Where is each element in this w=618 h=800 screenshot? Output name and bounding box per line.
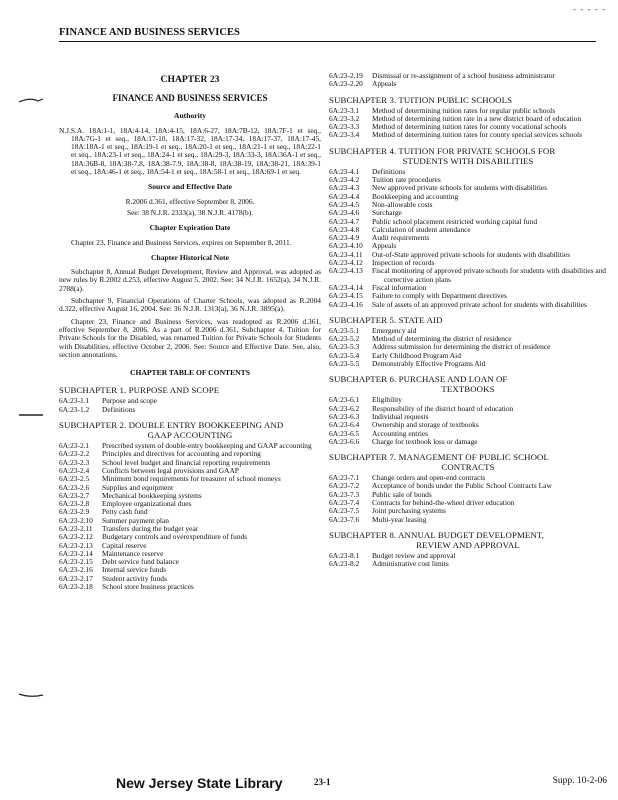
supplement-date: Supp. 10-2-06 bbox=[552, 776, 607, 786]
section-title: Emergency aid bbox=[372, 325, 417, 335]
section-title: Dismissal or re-assignment of a school business administrator bbox=[372, 71, 555, 80]
section-number: 6A:23-4.5 bbox=[329, 199, 360, 209]
section-title: Mechanical bookkeeping systems bbox=[102, 490, 202, 500]
toc-entry bbox=[329, 251, 607, 259]
toc-list bbox=[329, 168, 607, 309]
section-title: Acceptance of bonds under the Public School Contracts Law bbox=[372, 481, 552, 491]
section-title: Internal service funds bbox=[102, 565, 167, 575]
subchapter-heading-cont: REVIEW AND APPROVAL bbox=[416, 539, 520, 550]
toc-entry bbox=[59, 558, 321, 566]
section-number: 6A:23-6.3 bbox=[329, 411, 360, 421]
toc-entry bbox=[59, 500, 321, 508]
section-title: New approved private schools for students with disabilities bbox=[372, 183, 548, 193]
toc-entry bbox=[329, 343, 607, 351]
toc-entry bbox=[329, 226, 607, 234]
section-title: School store business practices bbox=[102, 582, 194, 592]
toc-list bbox=[329, 107, 607, 140]
history-heading: Chapter Historical Note bbox=[151, 252, 229, 262]
authority-heading: Authority bbox=[173, 111, 207, 121]
section-number: 6A:23-7.1 bbox=[329, 473, 360, 483]
toc-list bbox=[59, 397, 321, 414]
section-title: Contracts for behind-the-wheel driver education bbox=[372, 497, 515, 507]
section-number: 6A:23-2.5 bbox=[59, 474, 90, 484]
section-number: 6A:23-6.5 bbox=[329, 428, 360, 438]
page-footer bbox=[59, 775, 607, 791]
subchapter-heading: SUBCHAPTER 5. STATE AID bbox=[329, 314, 443, 325]
toc-entry bbox=[59, 397, 321, 405]
toc-entry bbox=[59, 475, 321, 483]
chapter-number: CHAPTER 23 bbox=[160, 74, 220, 85]
section-number: 6A:23-2.3 bbox=[59, 457, 90, 467]
toc-list bbox=[329, 396, 607, 446]
section-title: Non-allowable costs bbox=[372, 199, 433, 209]
expiration-heading: Chapter Expiration Date bbox=[149, 223, 231, 233]
section-number: 6A:23-4.4 bbox=[329, 191, 360, 201]
section-number: 6A:23-4.6 bbox=[329, 208, 360, 218]
left-column bbox=[59, 72, 321, 591]
section-title: Sale of assets of an approved private school for students with disabilities bbox=[372, 299, 587, 309]
subchapter-heading-line: SUBCHAPTER 2. DOUBLE ENTRY BOOKKEEPING AND bbox=[59, 420, 284, 431]
source-line: R.2006 d.361, effective September 8, 2006. bbox=[125, 196, 255, 206]
source-heading: Source and Effective Date bbox=[147, 182, 232, 192]
section-number: 6A:23-7.3 bbox=[329, 489, 360, 499]
section-title: Eligibility bbox=[372, 395, 402, 405]
toc-list bbox=[329, 552, 607, 569]
section-title: Demonstrably Effective Programs Aid bbox=[372, 359, 486, 369]
subchapter-heading-line: SUBCHAPTER 4. TUITION FOR PRIVATE SCHOOLS FOR bbox=[329, 145, 556, 156]
margin-mark-icon bbox=[18, 690, 44, 700]
history-paragraph: Chapter 23, Finance and Business Services, was readopted as R.2006 d.361, effective September 8, 2006. As a part of R.2006 d.361, Subchapter 4, Tuition for Private Schools for the Disabled, was renamed Tuition for Private Schools for Students with Disabilities, effective October 2, 2006. See: Source and Effective Date. See, also, section annotations. bbox=[59, 316, 321, 359]
toc-entry bbox=[329, 360, 607, 368]
section-number: 6A:23-6.1 bbox=[329, 395, 360, 405]
section-number: 6A:23-2.10 bbox=[59, 515, 93, 525]
toc-list bbox=[329, 327, 607, 368]
section-number: 6A:23-4.1 bbox=[329, 166, 360, 176]
section-title: Administrative cost limits bbox=[372, 559, 449, 569]
toc-entry bbox=[329, 552, 607, 560]
section-number: 6A:23-2.12 bbox=[59, 532, 93, 542]
section-number: 6A:23-5.4 bbox=[329, 350, 360, 360]
section-title: School level budget and financial reporting requirements bbox=[102, 457, 271, 467]
section-number: 6A:23-2.9 bbox=[59, 507, 90, 517]
section-title: Public sale of bonds bbox=[372, 489, 432, 499]
section-number: 6A:23-2.15 bbox=[59, 557, 93, 567]
section-number: 6A:23-3.3 bbox=[329, 122, 360, 132]
section-title: Calculation of student attendance bbox=[372, 224, 471, 234]
section-number: 6A:23-8.1 bbox=[329, 550, 360, 560]
section-number: 6A:23-2.7 bbox=[59, 490, 90, 500]
running-header: FINANCE AND BUSINESS SERVICES bbox=[59, 27, 596, 42]
section-number: 6A:23-4.7 bbox=[329, 216, 360, 226]
section-number: 6A:23-8.2 bbox=[329, 559, 360, 569]
section-number: 6A:23-4.9 bbox=[329, 233, 360, 243]
toc-entry bbox=[59, 566, 321, 574]
section-title: Principles and directives for accounting and reporting bbox=[102, 449, 261, 459]
margin-mark-icon bbox=[18, 410, 44, 420]
section-title: Student activity funds bbox=[102, 573, 167, 583]
subchapter-heading-cont: GAAP ACCOUNTING bbox=[147, 430, 233, 441]
section-number: 6A:23-5.5 bbox=[329, 359, 360, 369]
subchapter-heading: SUBCHAPTER 3. TUITION PUBLIC SCHOOLS bbox=[329, 94, 513, 105]
section-title: Purpose and scope bbox=[102, 396, 158, 406]
toc-list bbox=[329, 72, 607, 89]
section-title: Joint purchasing systems bbox=[372, 506, 446, 516]
toc-entry bbox=[329, 80, 607, 88]
section-title: Change orders and open-end contracts bbox=[372, 473, 486, 483]
section-number: 6A:23-7.2 bbox=[329, 481, 360, 491]
section-title: Surcharge bbox=[372, 208, 402, 218]
section-number: 6A:23-4.16 bbox=[329, 299, 363, 309]
section-title: Audit requirements bbox=[372, 233, 430, 243]
subchapter-heading bbox=[329, 452, 607, 472]
section-title: Accounting entries bbox=[372, 428, 429, 438]
page-number: 23-1 bbox=[314, 777, 331, 787]
margin-mark-icon bbox=[18, 95, 44, 105]
subchapter-heading-line: SUBCHAPTER 7. MANAGEMENT OF PUBLIC SCHOOL bbox=[329, 452, 549, 463]
section-title: Transfers during the budget year bbox=[102, 523, 199, 533]
section-title: Appeals bbox=[372, 79, 397, 89]
section-number: 6A:23-2.2 bbox=[59, 449, 90, 459]
section-number: 6A:23-2.17 bbox=[59, 573, 93, 583]
section-title: Employee organizational dues bbox=[102, 499, 192, 509]
section-title: Public school placement restricted working capital fund bbox=[372, 216, 538, 226]
section-number: 6A:23-2.14 bbox=[59, 548, 93, 558]
section-title: Tuition rate procedures bbox=[372, 175, 441, 185]
toc-entry bbox=[329, 184, 607, 192]
right-column bbox=[329, 72, 607, 568]
section-number: 6A:23-2.19 bbox=[329, 71, 363, 80]
section-title: Ownership and storage of textbooks bbox=[372, 420, 479, 430]
section-number: 6A:23-5.2 bbox=[329, 334, 360, 344]
toc-entry bbox=[329, 168, 607, 176]
section-title: Appeals bbox=[372, 241, 397, 251]
section-number: 6A:23-4.2 bbox=[329, 175, 360, 185]
section-number: 6A:23-2.4 bbox=[59, 465, 90, 475]
history-paragraph: Subchapter 8, Annual Budget Development, Review and Approval, was adopted as new rules by R.2002 d.253, effective August 5, 2002. See: 34 N.J.R. 1652(a), 34 N.J.R. 2788(a). bbox=[59, 267, 321, 293]
toc-entry bbox=[59, 406, 321, 414]
toc-entry bbox=[59, 583, 321, 591]
toc-entry bbox=[329, 267, 607, 284]
section-number: 6A:23-4.11 bbox=[329, 249, 363, 259]
toc-entry bbox=[329, 421, 607, 429]
toc-entry bbox=[329, 438, 607, 446]
section-number: 6A:23-2.13 bbox=[59, 540, 93, 550]
section-number: 6A:23-7.5 bbox=[329, 506, 360, 516]
section-number: 6A:23-6.2 bbox=[329, 403, 360, 413]
section-title: Bookkeeping and accounting bbox=[372, 191, 459, 201]
section-number: 6A:23-4.3 bbox=[329, 183, 360, 193]
section-title: Responsibility of the district board of education bbox=[372, 403, 514, 413]
subchapter-heading bbox=[329, 374, 607, 394]
section-title: Maintenance reserve bbox=[102, 548, 164, 558]
subchapter-heading bbox=[329, 530, 607, 550]
section-title: Failure to comply with Department directives bbox=[372, 291, 507, 301]
toc-entry bbox=[329, 405, 607, 413]
section-number: 6A:23-2.8 bbox=[59, 499, 90, 509]
section-number: 6A:23-2.6 bbox=[59, 482, 90, 492]
section-number: 6A:23-6.6 bbox=[329, 436, 360, 446]
toc-entry bbox=[59, 508, 321, 516]
toc-entry bbox=[329, 499, 607, 507]
section-title: Conflicts between legal provisions and GAAP bbox=[102, 465, 239, 475]
section-title: Address submission for determining the district of residence bbox=[372, 342, 551, 352]
subchapter-heading-line: SUBCHAPTER 8. ANNUAL BUDGET DEVELOPMENT, bbox=[329, 529, 544, 540]
section-number: 6A:23-4.12 bbox=[329, 258, 363, 268]
toc-entry bbox=[59, 550, 321, 558]
library-stamp: New Jersey State Library bbox=[116, 775, 283, 791]
toc-entry bbox=[329, 507, 607, 515]
toc-entry bbox=[329, 301, 607, 309]
section-number: 6A:23-2.20 bbox=[329, 79, 363, 89]
section-title: Fiscal monitoring of approved private schools for students with disabilities and corrective action plans bbox=[372, 266, 606, 284]
section-number: 6A:23-2.18 bbox=[59, 582, 93, 592]
section-number: 6A:23-4.8 bbox=[329, 224, 360, 234]
section-number: 6A:23-4.10 bbox=[329, 241, 363, 251]
section-title: Definitions bbox=[372, 166, 406, 176]
section-title: Minimum bond requirements for treasurer of school moneys bbox=[102, 474, 281, 484]
section-number: 6A:23-5.3 bbox=[329, 342, 360, 352]
section-number: 6A:23-5.1 bbox=[329, 325, 360, 335]
subchapter-heading-line: SUBCHAPTER 6. PURCHASE AND LOAN OF bbox=[329, 374, 508, 385]
toc-list bbox=[329, 474, 607, 524]
section-title: Summer payment plan bbox=[102, 515, 169, 525]
history-paragraph: Subchapter 9, Financial Operations of Charter Schools, was adopted as R.2004 d.322, effective August 16, 2004. See: 36 N.J.R. 1313(a), 36 N.J.R. 3895(a). bbox=[59, 296, 321, 314]
subchapter-heading-cont: STUDENTS WITH DISABILITIES bbox=[402, 155, 534, 166]
toc-entry bbox=[329, 193, 607, 201]
section-title: Supplies and equipment bbox=[102, 482, 174, 492]
subchapter-heading-cont: CONTRACTS bbox=[441, 462, 495, 473]
section-number: 6A:23-2.16 bbox=[59, 565, 93, 575]
section-title: Fiscal information bbox=[372, 282, 427, 292]
section-title: Debt service fund balance bbox=[102, 557, 179, 567]
section-number: 6A:23-3.2 bbox=[329, 113, 360, 123]
section-title: Capital reserve bbox=[102, 540, 147, 550]
section-title: Charge for textbook loss or damage bbox=[372, 436, 478, 446]
toc-entry bbox=[59, 542, 321, 550]
section-title: Petty cash fund bbox=[102, 507, 148, 517]
section-title: Method of determining tuition rate in a new district board of education bbox=[372, 113, 582, 123]
toc-entry bbox=[329, 201, 607, 209]
section-title: Prescribed system of double-entry bookkeeping and GAAP accounting bbox=[102, 441, 312, 451]
subchapter-heading-cont: TEXTBOOKS bbox=[441, 384, 495, 395]
toc-entry bbox=[329, 234, 607, 242]
toc-entry bbox=[329, 516, 607, 524]
section-title: Method of determining the district of residence bbox=[372, 334, 512, 344]
subchapter-heading: SUBCHAPTER 1. PURPOSE AND SCOPE bbox=[59, 385, 220, 396]
subchapter-heading bbox=[59, 420, 321, 440]
section-number: 6A:23-2.1 bbox=[59, 441, 90, 451]
toc-heading: CHAPTER TABLE OF CONTENTS bbox=[130, 368, 250, 378]
toc-entry bbox=[329, 131, 607, 139]
toc-entry bbox=[329, 560, 607, 568]
section-number: 6A:23-4.15 bbox=[329, 291, 363, 301]
toc-entry bbox=[329, 482, 607, 490]
subchapter-heading bbox=[329, 146, 607, 166]
expiration-text: Chapter 23, Finance and Business Services, expires on September 8, 2011. bbox=[71, 237, 292, 247]
section-number: 6A:23-6.4 bbox=[329, 420, 360, 430]
section-number: 6A:23-7.4 bbox=[329, 497, 360, 507]
section-number: 6A:23-7.6 bbox=[329, 514, 360, 524]
section-number: 6A:23-1.2 bbox=[59, 404, 90, 414]
section-number: 6A:23-4.13 bbox=[329, 266, 363, 276]
toc-entry bbox=[59, 533, 321, 541]
section-title: Out-of-State approved private schools for students with disabilities bbox=[372, 249, 571, 259]
section-number: 6A:23-4.14 bbox=[329, 282, 363, 292]
section-title: Method of determining tuition rates for county special services schools bbox=[372, 130, 582, 140]
chapter-title: FINANCE AND BUSINESS SERVICES bbox=[112, 93, 268, 103]
corner-marks: - - - - - bbox=[573, 4, 606, 14]
section-title: Early Childhood Program Aid bbox=[372, 350, 461, 360]
toc-entry bbox=[329, 72, 607, 80]
section-title: Inspection of records bbox=[372, 258, 435, 268]
section-title: Method of determining tuition rates for county vocational schools bbox=[372, 122, 567, 132]
section-number: 6A:23-3.4 bbox=[329, 130, 360, 140]
source-line: See: 38 N.J.R. 2333(a), 38 N.J.R. 4178(b). bbox=[126, 207, 254, 217]
section-title: Individual requests bbox=[372, 411, 429, 421]
section-title: Budget review and approval bbox=[372, 550, 456, 560]
section-title: Definitions bbox=[102, 404, 136, 414]
section-number: 6A:23-2.11 bbox=[59, 523, 93, 533]
section-title: Multi-year leasing bbox=[372, 514, 427, 524]
authority-text: N.J.S.A. 18A:1-1, 18A:4-14, 18A:4-15, 18A:6-27, 18A:7B-12, 18A:7F-1 et seq., 18A:7G-1 et seq., 18A:17-10, 18A:17-32, 18A:17-34, 18A:17-37, 18A:17-45, 18A:18A-1 et seq., 18A:19-1 et seq., 18A:20-1 et seq., 18A:21-1 et seq., 18A:22-1 et seq., 18A:23-1 et seq., 18A:24-1 et seq., 18A:29-3, 18A:33-3, 18A:36A-1 et seq., 18A:36B-8, 18A:38-7.8, 18A:38-7.9, 18A:38-8, 18A:38-19, 18A:38-21, 18A:39-1 et seq., 18A:46-1 et seq., 18A:54-1 et seq., 18A:58-1 et seq., 18A:69-1 et seq. bbox=[59, 125, 321, 177]
section-title: Method of determining tuition rates for regular public schools bbox=[372, 105, 556, 115]
section-title: Budgetary controls and overexpenditure of funds bbox=[102, 532, 248, 542]
section-number: 6A:23-1.1 bbox=[59, 396, 90, 406]
toc-list bbox=[59, 442, 321, 591]
section-number: 6A:23-3.1 bbox=[329, 105, 360, 115]
